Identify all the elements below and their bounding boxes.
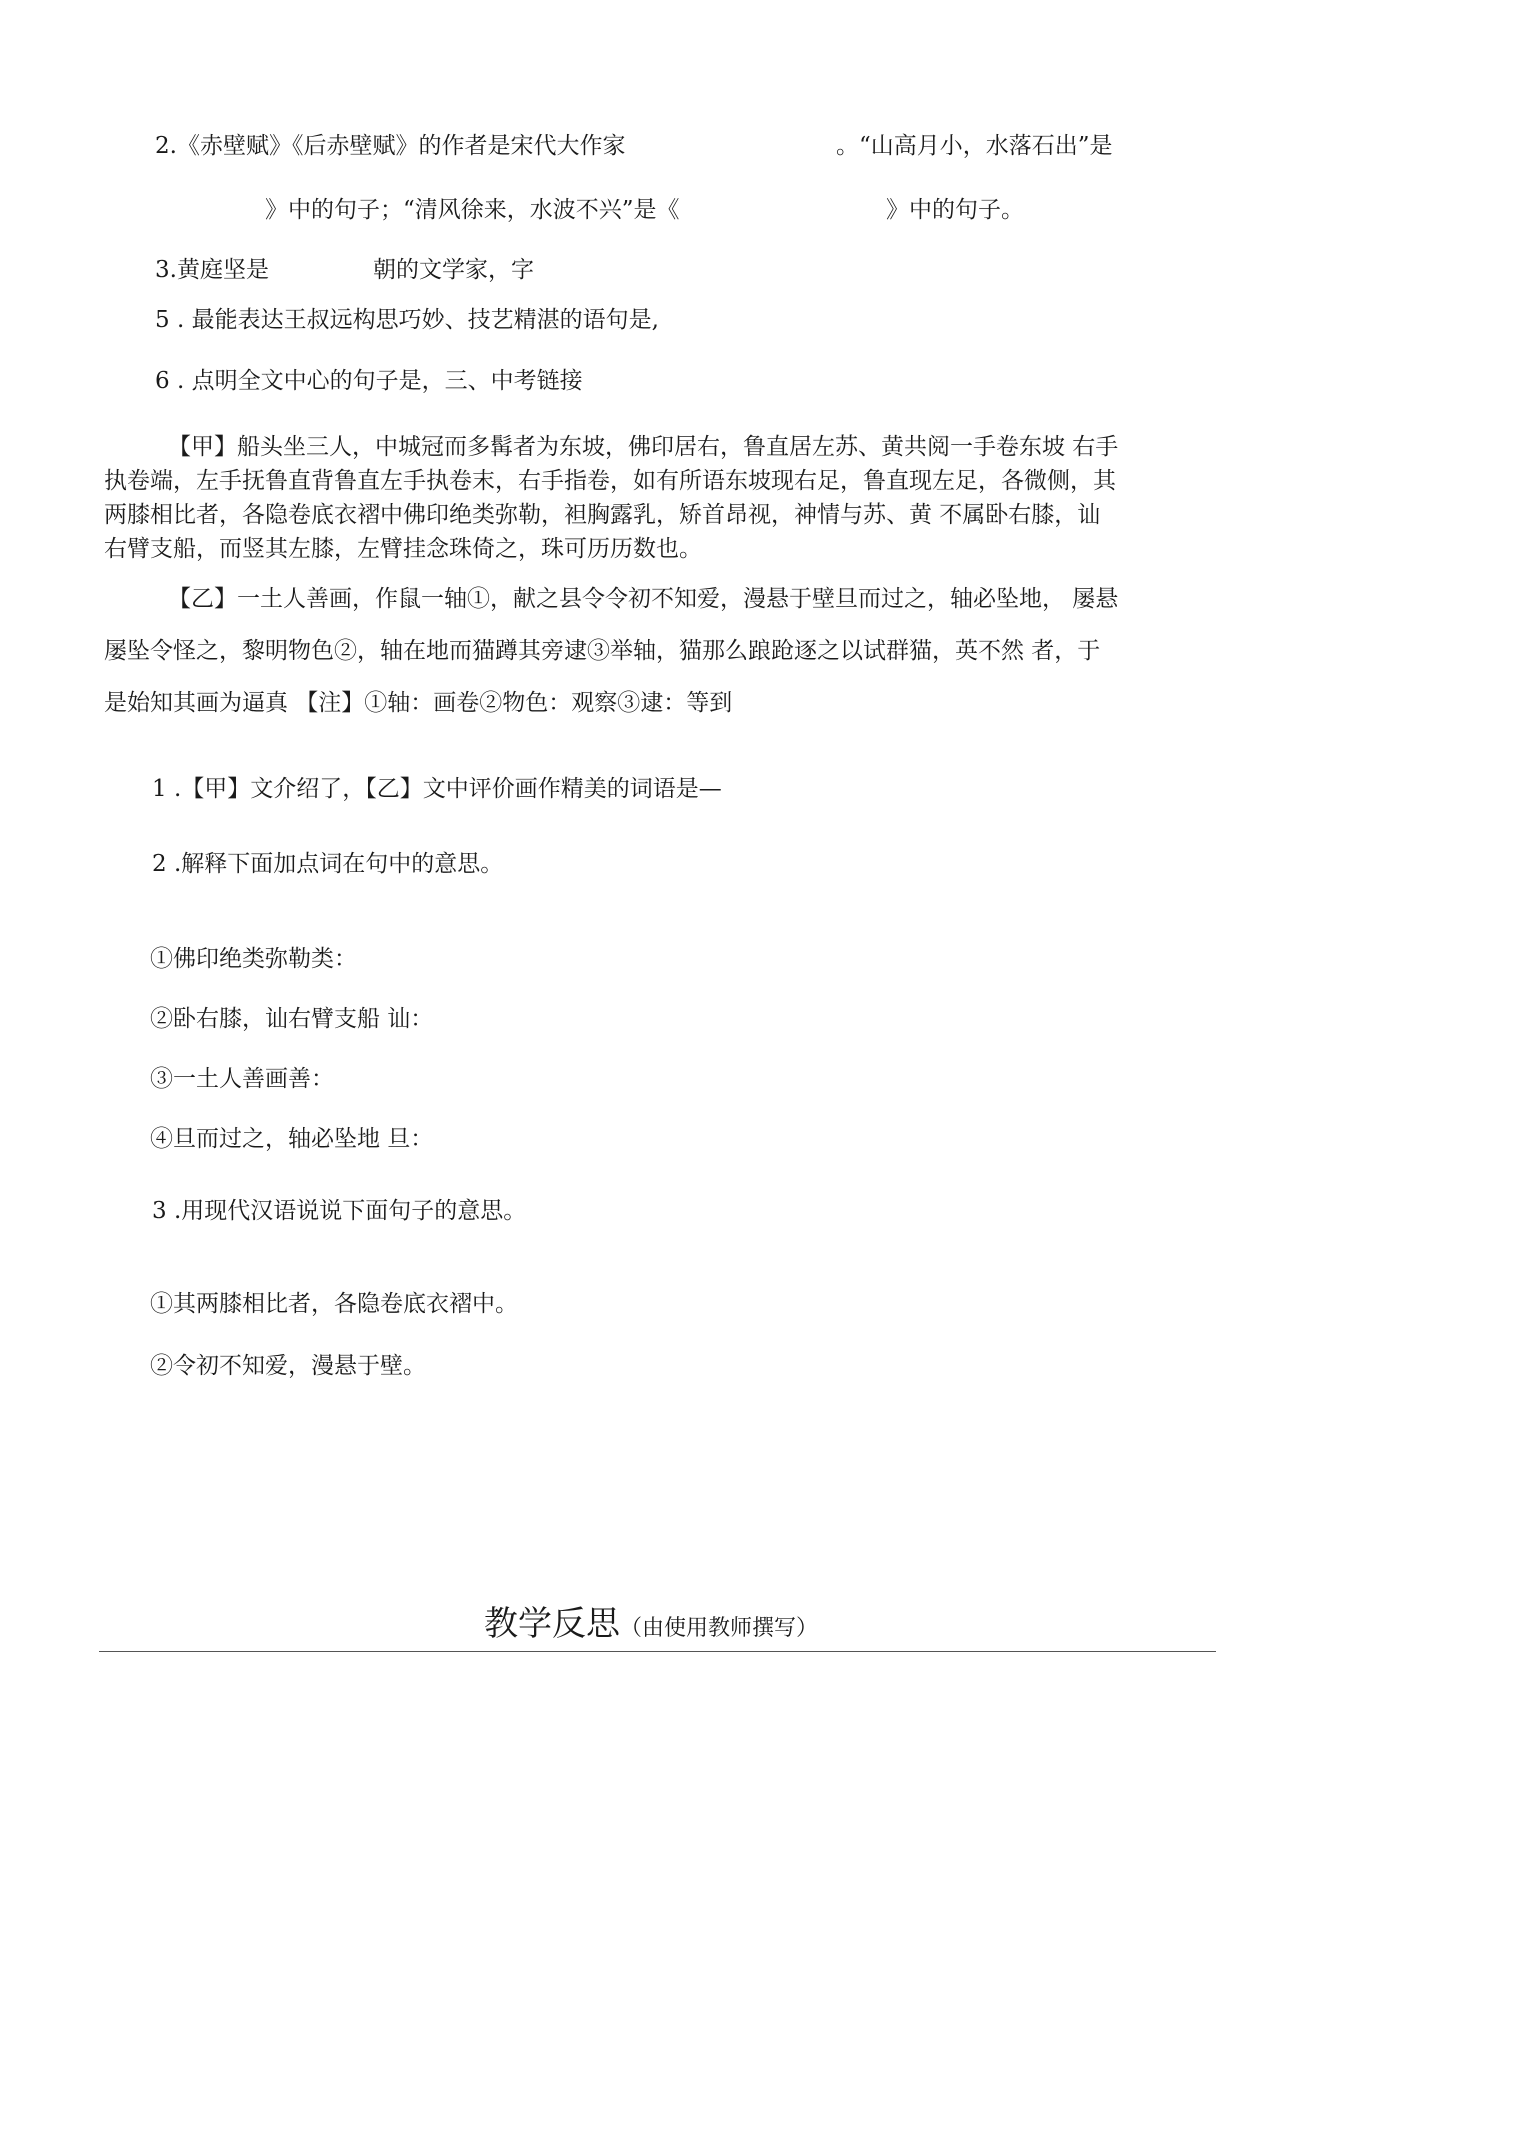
- q2-line1-part2: 。“山高月小，水落石出”是: [836, 133, 1113, 159]
- q2-item: ②卧右膝，讪右臂支船 讪：: [150, 1006, 434, 1032]
- passage-jia: [104, 430, 1214, 566]
- q2-line2-part1: 》中的句子；“清风徐来，水波不兴”是《: [265, 197, 680, 223]
- passage-yi: [104, 573, 1214, 729]
- q6-line: 6 . 点明全文中心的句子是，三、中考链接: [155, 368, 583, 394]
- reflection-note: （由使用教师撰写）: [620, 1616, 819, 1641]
- q2-item: ③一土人善画善：: [150, 1066, 334, 1092]
- passage-jia-line: 两膝相比者，各隐卷底衣褶中佛印绝类弥勒，袒胸露乳，矫首昂视，神情与苏、黄 不属卧右膝，讪: [104, 502, 1101, 528]
- reflection-title: 教学反思: [484, 1604, 620, 1644]
- link-q3: 3 .用现代汉语说说下面句子的意思。: [152, 1198, 527, 1224]
- q2-line1-part1: 2.《赤壁赋》《后赤壁赋》的作者是宋代大作家: [155, 133, 626, 159]
- q2-item: ①佛印绝类弥勒类：: [150, 946, 357, 972]
- q3-item: ②令初不知爱，漫悬于壁。: [150, 1353, 426, 1379]
- passage-jia-line: 执卷端，左手抚鲁直背鲁直左手执卷末，右手指卷，如有所语东坡现右足，鲁直现左足，各微侧，其: [104, 468, 1116, 494]
- passage-yi-line: 是始知其画为逼真 【注】①轴：画卷②物色：观察③逮：等到: [104, 690, 733, 716]
- q3-line-part1: 3.黄庭坚是: [155, 257, 269, 283]
- passage-jia-line: 【甲】船头坐三人，中城冠而多髯者为东坡，佛印居右，鲁直居左苏、黄共阅一手卷东坡 右手: [168, 434, 1119, 460]
- q2-line2-part2: 》中的句子。: [886, 197, 1024, 223]
- reflection-heading: [484, 1604, 818, 1649]
- passage-jia-line: 右臂支船，而竖其左膝，左臂挂念珠倚之，珠可历历数也。: [104, 536, 702, 562]
- q2-item: ④旦而过之，轴必坠地 旦：: [150, 1126, 434, 1152]
- passage-yi-line: 屡坠令怪之，黎明物色②，轴在地而猫蹲其旁逮③举轴，猫那么踉跄逐之以试群猫，英不然 者，于: [104, 638, 1101, 664]
- q3-item: ①其两膝相比者，各隐卷底衣褶中。: [150, 1291, 518, 1317]
- passage-yi-line: 【乙】一土人善画，作鼠一轴①，献之县令令初不知爱，漫悬于壁旦而过之，轴必坠地， 屡悬: [168, 586, 1119, 612]
- q5-line: 5 . 最能表达王叔远构思巧妙、技艺精湛的语句是,: [155, 307, 659, 333]
- link-q2: 2 .解释下面加点词在句中的意思。: [152, 851, 504, 877]
- reflection-divider: [99, 1651, 1216, 1652]
- q3-line-part2: 朝的文学家，字: [373, 257, 534, 283]
- link-q1: 1 .【甲】文介绍了，【乙】文中评价画作精美的词语是—: [152, 776, 722, 802]
